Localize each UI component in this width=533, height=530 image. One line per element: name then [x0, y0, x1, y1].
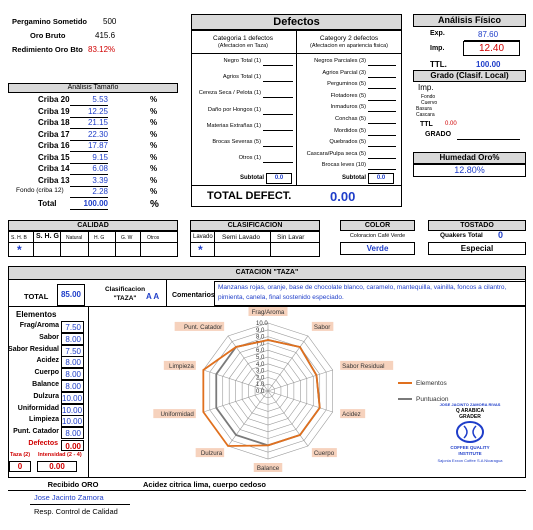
pergamino-label: Pergamino Sometido — [12, 17, 88, 26]
quality-col-line — [140, 231, 141, 257]
cat2-item-label: Inmaduros (5) — [330, 104, 366, 111]
radar-tick-label: 2.0 — [256, 375, 265, 382]
subtotal1-label: Subtotal — [240, 175, 264, 181]
cat2-item-line — [368, 88, 396, 89]
cat2-item-label: Mordidos (5) — [334, 127, 366, 134]
seal-line5: INSTITUTE — [458, 451, 482, 456]
size-row-value: 12.25 — [87, 106, 108, 116]
grade-basura-label: Basura — [416, 106, 432, 112]
size-row-label: Criba 19 — [38, 106, 70, 116]
comments-label: Comentarios — [172, 292, 215, 299]
cat2-item-line — [368, 65, 396, 66]
element-label: Punt. Catador — [13, 428, 59, 436]
radar-spoke — [268, 391, 308, 446]
element-label: Cuerpo — [34, 369, 59, 377]
cat2-subtitle: (Afectacion en apariencia fisica) — [310, 43, 388, 49]
size-row-unit: % — [150, 175, 158, 185]
taza-label: Taza (2) — [10, 452, 31, 458]
grade-header: Grado (Clasif. Local) — [413, 70, 526, 82]
cat2-item-label: Agrios Parcial (3) — [322, 69, 366, 76]
cat2-item-line — [368, 100, 396, 101]
signer-role: Resp. Control de Calidad — [34, 507, 118, 516]
seal-line4: COFFEE QUALITY — [450, 445, 490, 450]
element-label: Limpieza — [29, 416, 59, 424]
cupping-radar-chart — [150, 308, 449, 474]
quality-col-line — [115, 231, 116, 257]
size-row-unit: % — [150, 152, 158, 162]
radar-tick-label: 7.0 — [256, 341, 265, 348]
seal-line1: JOSE JACINTO ZAMORA RIVAS — [439, 402, 501, 407]
roast-header: TOSTADO — [428, 220, 526, 231]
size-row-unit: % — [150, 198, 159, 210]
element-label: Sabor — [39, 333, 59, 341]
grade-fondo-label: Fondo — [421, 94, 436, 100]
grade-cascara-label: Cascara — [416, 112, 435, 118]
element-label: Balance — [32, 381, 59, 388]
radar-tick-label: 1.0 — [256, 382, 265, 389]
radar-axis-label: Balance — [256, 465, 280, 472]
element-value: 10.00 — [62, 405, 83, 415]
quality-option[interactable]: Natural — [66, 235, 83, 241]
elements-label: Elementos — [16, 310, 57, 319]
radar-legend-label: Puntuacion — [416, 396, 449, 403]
cat1-item-label: Agrios Total (1) — [222, 74, 261, 81]
radar-spoke — [228, 391, 268, 446]
received-comment: Acidez citrica lima, cuerpo cedoso — [143, 480, 266, 489]
cupping-total-label: TOTAL — [24, 292, 49, 301]
cat1-title: Categoria 1 defectos — [213, 35, 273, 42]
cat2-item-line — [368, 146, 396, 147]
size-row-unit: % — [150, 118, 158, 127]
cat2-item-label: Flotadores (5) — [330, 92, 366, 99]
classification-header: CLASIFICACION — [190, 220, 320, 231]
subtotal2-value: 0.0 — [368, 173, 394, 184]
element-value: 10.00 — [62, 393, 83, 403]
class-lavado[interactable]: Lavado — [193, 234, 213, 240]
seal-line6: Sajonia Exxon Coffee S.A Nicaragua — [437, 458, 503, 463]
size-analysis-header: Análisis Tamaño — [8, 83, 178, 93]
size-row-label: Criba 20 — [38, 95, 70, 104]
radar-tick-label: 3.0 — [256, 368, 265, 375]
class-semi-lavado[interactable]: Semi Lavado — [222, 234, 260, 241]
cupping-class-value: A A — [146, 292, 160, 301]
received-label: Recibido ORO — [47, 480, 99, 489]
radar-axis-label: Uniformidad — [160, 411, 194, 419]
element-value: 8.00 — [61, 427, 84, 439]
radar-axis-label: Frag/Aroma — [251, 309, 285, 316]
quality-option[interactable]: H. G — [94, 235, 105, 241]
radar-legend-label: Elementos — [416, 380, 447, 387]
quality-option[interactable]: G. W — [121, 235, 133, 241]
cat1-item-line — [263, 97, 293, 98]
size-row-unit: % — [150, 106, 158, 116]
size-row-label: Fondo (criba 12) — [16, 187, 64, 194]
total-defects-value: 0.00 — [330, 189, 356, 204]
quality-col-line — [33, 231, 34, 257]
humidity-value: 12.80% — [413, 164, 526, 177]
size-row-label: Criba 13 — [38, 175, 70, 185]
grade-ttl-label: TTL — [420, 121, 433, 128]
size-row-value: 9.15 — [92, 152, 108, 162]
quality-option[interactable]: S. H. G — [36, 233, 59, 240]
element-label: Uniformidad — [17, 404, 59, 412]
oro-bruto-label: Oro Bruto — [30, 31, 66, 40]
cat1-subtitle: (Afectacion en Taza) — [217, 43, 269, 49]
element-label: Sabor Residual — [8, 345, 59, 353]
element-value: 7.50 — [61, 321, 84, 333]
seal-line3: GRADER — [459, 414, 481, 420]
cat1-item-line — [263, 146, 293, 147]
class-sin-lavar[interactable]: Sin Lavar — [277, 234, 305, 241]
size-row-label: Criba 18 — [38, 118, 70, 127]
cat2-item-line — [368, 135, 396, 136]
size-row-value: 21.15 — [87, 118, 108, 127]
cat1-item-line — [263, 81, 293, 82]
size-row-label: Criba 14 — [38, 164, 70, 173]
subtotal2-label: Subtotal — [342, 175, 366, 181]
cat2-item-line — [368, 111, 396, 112]
size-row-label: Criba 15 — [38, 152, 70, 162]
radar-tick-label: 0.0 — [256, 389, 265, 395]
element-value: 7.50 — [61, 345, 84, 357]
subtotal1-value: 0.0 — [266, 173, 292, 184]
quality-mark: * — [17, 243, 22, 257]
color-header: COLOR — [340, 220, 415, 231]
radar-tick-label: 8.0 — [256, 334, 265, 341]
intensity-label: Intensidad (2 - 4) — [38, 452, 82, 458]
cat2-item-label: Brocas leves (10) — [321, 162, 366, 169]
radar-tick-label: 6.0 — [256, 348, 265, 355]
cat1-item-line — [263, 162, 293, 163]
element-value: 10.00 — [62, 417, 83, 427]
color-label: Coloracion Café Verde — [349, 233, 406, 239]
element-value: 8.00 — [61, 380, 84, 392]
intensity-value: 0.00 — [37, 461, 77, 472]
cat1-item-label: Cereza Seca / Pelota (1) — [198, 90, 261, 97]
size-row-label: Criba 16 — [38, 141, 70, 150]
cupping-total-value: 85.00 — [57, 284, 85, 306]
quality-col-line — [88, 231, 89, 257]
element-value: 8.00 — [61, 368, 84, 380]
cat2-title: Category 2 defectos — [319, 35, 379, 42]
radar-tick-label: 10.0 — [256, 321, 268, 327]
defects-cup-label: Defectos — [28, 440, 58, 447]
radar-tick-label: 9.0 — [256, 327, 265, 334]
signer-name: Jose Jacinto Zamora — [34, 493, 104, 502]
cat2-item-line — [368, 158, 396, 159]
cupping-header: CATACION "TAZA" — [8, 266, 526, 280]
cat1-item-line — [263, 130, 293, 131]
rendimiento-value: 83.12% — [88, 45, 116, 54]
imp-value: 12.40 — [463, 41, 520, 56]
element-label: Frag/Aroma — [19, 322, 59, 329]
radar-axis-label: Punt. Catador — [183, 323, 223, 331]
cat1-item-line — [263, 65, 293, 66]
size-row-value: 5.53 — [92, 95, 108, 104]
element-label: Dulzura — [33, 392, 59, 400]
cat2-item-label: Cascara/Pulpa seca (5) — [306, 150, 366, 157]
cat2-item-label: Negros Parciales (3) — [314, 58, 366, 64]
size-row-unit: % — [150, 141, 158, 150]
radar-axis-label: Limpieza — [169, 362, 194, 370]
grade-ttl-value: 0.00 — [445, 121, 457, 127]
classification-mark: * — [198, 243, 203, 257]
rendimiento-label: Redimiento Oro Bto — [12, 45, 83, 54]
size-row-value: 3.39 — [92, 175, 108, 185]
quality-seal — [420, 400, 520, 470]
cat2-item-line — [368, 123, 396, 124]
color-value: Verde — [340, 242, 415, 255]
size-row-unit: % — [150, 129, 158, 139]
radar-tick-label: 4.0 — [256, 361, 265, 368]
comments-text: Manzanas rojas, oranje, base de chocolate blanco, caramelo, mantequilla, vainilla, foncos a cilantro, pimienta, canela, final sostenido especiado. — [214, 281, 526, 306]
cupping-class-label: Clasificacion "TAZA" — [104, 286, 146, 302]
cat1-item-label: Daño por Hongos (1) — [207, 106, 261, 113]
quakers-label: Quakers Total — [440, 232, 483, 239]
humidity-header: Humedad Oro% — [413, 152, 526, 164]
size-row-unit: % — [150, 95, 158, 104]
size-row-label: Criba 17 — [38, 129, 70, 139]
radar-tick-label: 5.0 — [256, 355, 265, 361]
cat1-item-line — [263, 114, 293, 115]
radar-axis-label: Sabor — [313, 323, 331, 331]
ttl-value: 100.00 — [476, 60, 501, 69]
quality-col-line — [60, 231, 61, 257]
ttl-label: TTL. — [430, 60, 447, 69]
seal-line2: Q ARABICA — [455, 408, 485, 414]
quality-option[interactable]: S. H. B — [11, 235, 27, 241]
cat1-item-label: Negro Total (1) — [223, 58, 261, 64]
quality-header: CALIDAD — [8, 220, 178, 231]
imp-label: Imp. — [430, 45, 445, 52]
cat2-item-line — [368, 77, 396, 78]
pergamino-value: 500 — [103, 17, 117, 26]
radar-axis-label: Sabor Residual — [342, 362, 385, 370]
physical-header: Análisis Físico — [413, 14, 526, 27]
oro-bruto-value: 415.6 — [95, 31, 116, 40]
cat1-item-label: Brocas Severas (5) — [212, 139, 261, 145]
cat2-item-label: Conchas (5) — [335, 116, 366, 122]
size-row-value: 6.08 — [92, 164, 108, 173]
exp-value: 87.60 — [478, 30, 499, 39]
exp-label: Exp. — [430, 30, 445, 37]
defects-cup-value: 0.00 — [61, 440, 84, 451]
size-row-underline — [70, 209, 108, 210]
cat2-item-label: Quebrados (5) — [329, 139, 366, 146]
grado-label: GRADO — [425, 131, 452, 138]
size-row-label: Total — [38, 198, 57, 208]
size-row-value: 100.00 — [83, 198, 108, 208]
cat1-item-label: Otros (1) — [238, 155, 261, 162]
quality-option[interactable]: Otros — [147, 235, 160, 241]
seal-logo-icon — [455, 420, 485, 444]
grade-imp-label: Imp. — [418, 83, 434, 92]
element-value: 8.00 — [61, 356, 84, 368]
size-row-value: 22.30 — [87, 129, 108, 139]
grade-cuervo-label: Cuervo — [421, 100, 438, 106]
size-row-unit: % — [150, 164, 158, 173]
size-row-value: 2.28 — [92, 187, 108, 196]
element-label: Acidez — [36, 357, 59, 365]
roast-value: Especial — [428, 242, 526, 255]
element-value: 8.00 — [61, 333, 84, 345]
size-row-value: 17.87 — [87, 141, 108, 150]
defects-header: Defectos — [191, 14, 402, 30]
radar-axis-label: Cuerpo — [313, 450, 335, 458]
cat1-item-label: Materias Extrañas (1) — [206, 122, 261, 129]
taza-value: 0 — [9, 461, 31, 472]
cat2-item-label: Perguminos (5) — [327, 81, 366, 88]
total-defects-label: TOTAL DEFECT. — [207, 190, 292, 202]
size-row-unit: % — [150, 187, 158, 196]
quakers-value: 0 — [498, 230, 504, 240]
cat2-item-line — [368, 169, 396, 170]
radar-axis-label: Acidez — [342, 411, 361, 419]
radar-axis-label: Dulzura — [200, 450, 223, 458]
